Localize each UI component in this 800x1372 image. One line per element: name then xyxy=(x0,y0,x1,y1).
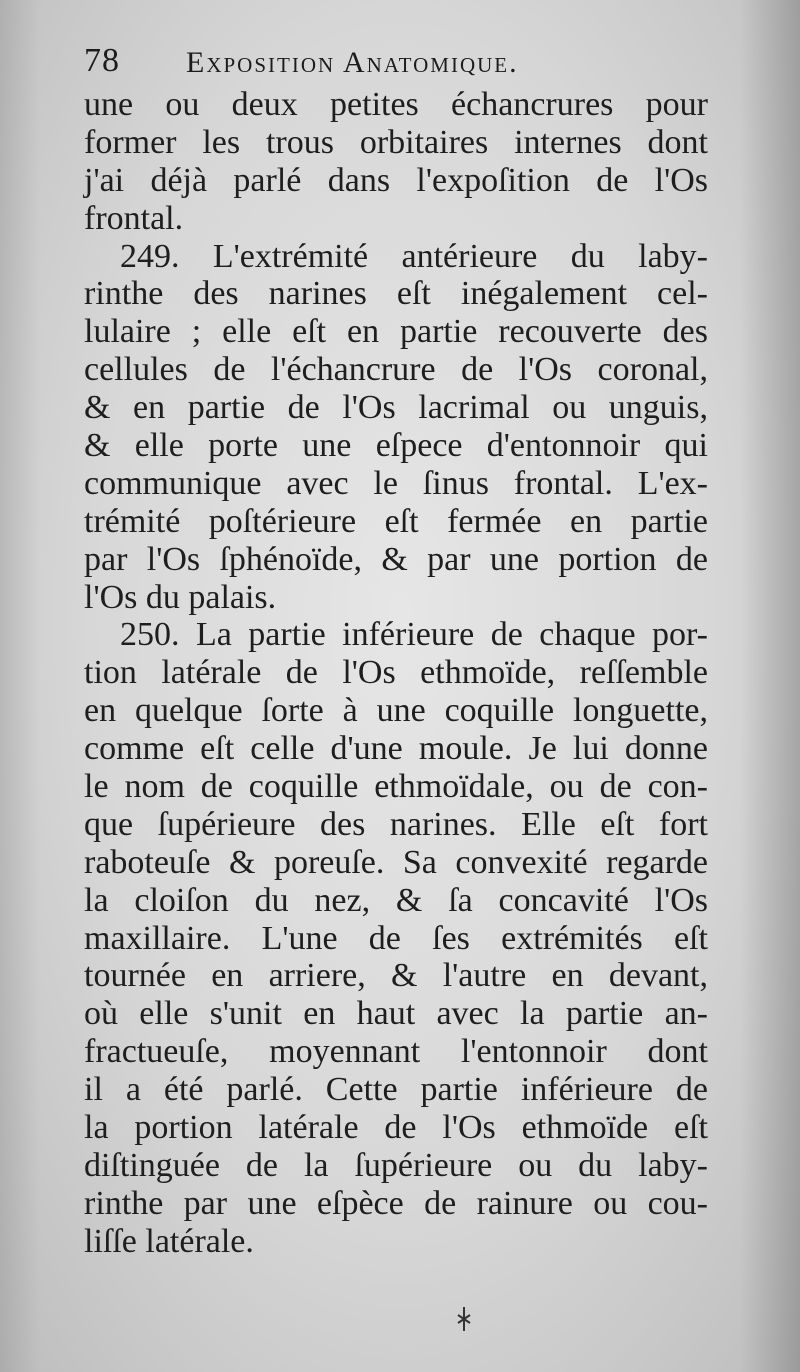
text-line: la portion latérale de l'Os ethmoïde eſt xyxy=(84,1109,708,1147)
text-line: frontal. xyxy=(84,199,184,237)
text-line: communique avec le ſinus frontal. L'ex- xyxy=(84,464,708,502)
text-line: où elle s'unit en haut avec la partie an- xyxy=(84,995,708,1033)
text-line: cellules de l'échancrure de l'Os coronal, xyxy=(84,351,708,389)
page-edge-shadow-right xyxy=(740,0,800,1372)
text-line: l'Os du palais. xyxy=(84,578,277,616)
text-line: il a été parlé. Cette partie inférieure de xyxy=(84,1071,708,1109)
text-line: former les trous orbitaires internes dont xyxy=(84,123,708,161)
text-line: maxillaire. L'une de ſes extrémités eſt xyxy=(84,919,708,957)
text-line: rinthe des narines eſt inégalement cel- xyxy=(84,275,708,313)
printer-ornament-mark xyxy=(455,1305,473,1335)
running-head: Exposition Anatomique. xyxy=(186,46,519,79)
text-line: lulaire ; elle eſt en partie recouverte des xyxy=(84,313,708,351)
text-line: & en partie de l'Os lacrimal ou unguis, xyxy=(84,389,708,427)
text-line: comme eſt celle d'une moule. Je lui donne xyxy=(84,730,708,768)
text-line: en quelque ſorte à une coquille longuette, xyxy=(84,692,708,730)
text-line: une ou deux petites échancrures pour xyxy=(84,86,708,123)
text-line: raboteuſe & poreuſe. Sa convexité regarde xyxy=(84,843,708,881)
paragraph-249-start: 249. L'extrémité antérieure du laby- xyxy=(120,237,708,275)
text-line: & elle porte une eſpece d'entonnoir qui xyxy=(84,427,708,465)
text-line: diſtinguée de la ſupérieure ou du laby- xyxy=(84,1146,708,1184)
text-line: le nom de coquille ethmoïdale, ou de con- xyxy=(84,768,708,806)
text-line: tion latérale de l'Os ethmoïde, reſſemble xyxy=(84,654,708,692)
ornament-icon xyxy=(455,1305,473,1335)
body-text xyxy=(84,86,708,1261)
text-line: fractueuſe, moyennant l'entonnoir dont xyxy=(84,1033,708,1071)
paragraph-250-start: 250. La partie inférieure de chaque por- xyxy=(120,616,708,654)
text-line: trémité poſtérieure eſt fermée en partie xyxy=(84,502,708,540)
text-line: j'ai déjà parlé dans l'expoſition de l'Os xyxy=(84,161,708,199)
text-line: liſſe latérale. xyxy=(84,1222,254,1260)
page-header xyxy=(84,40,714,90)
text-line: par l'Os ſphénoïde, & par une portion de xyxy=(84,540,708,578)
text-line: tournée en arriere, & l'autre en devant, xyxy=(84,957,708,995)
text-line: rinthe par une eſpèce de rainure ou cou- xyxy=(84,1184,708,1222)
text-line: que ſupérieure des narines. Elle eſt fort xyxy=(84,805,708,843)
page-number: 78 xyxy=(84,42,120,79)
text-line: la cloiſon du nez, & ſa concavité l'Os xyxy=(84,881,708,919)
page-edge-shadow-left xyxy=(0,0,40,1372)
